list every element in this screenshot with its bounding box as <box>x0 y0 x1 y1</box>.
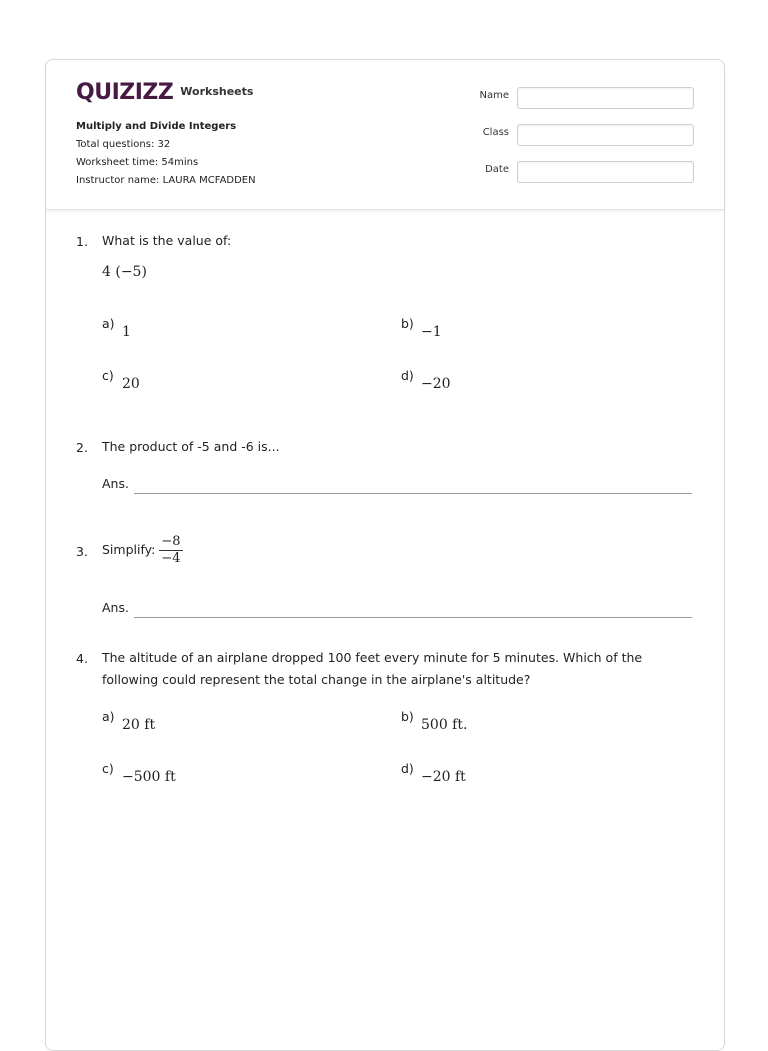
math-expression: 4 (−5) <box>102 264 147 280</box>
worksheet-title: Multiply and Divide Integers <box>76 121 237 132</box>
question-number: 2. <box>76 440 88 455</box>
option-value: 1 <box>122 324 131 340</box>
option-value: −20 <box>421 376 451 392</box>
option-letter: b) <box>401 709 414 724</box>
option-value: −20 ft <box>421 769 466 785</box>
date-label: Date <box>485 164 509 175</box>
question-text: Simplify: <box>102 542 156 557</box>
option-value: 500 ft. <box>421 717 468 733</box>
option-value: 20 <box>122 376 140 392</box>
question-text-row <box>102 534 702 567</box>
fraction-denominator: −4 <box>161 551 181 566</box>
option-letter: d) <box>401 368 414 383</box>
question-text: What is the value of: <box>102 233 232 248</box>
option-letter: c) <box>102 368 114 383</box>
question-number: 3. <box>76 544 88 559</box>
quizizz-logo: QUIZIZZ <box>76 80 174 105</box>
question-number: 4. <box>76 651 88 666</box>
option-value: 20 ft <box>122 717 156 733</box>
worksheet-time: Worksheet time: 54mins <box>76 157 199 168</box>
question-text: The product of -5 and -6 is... <box>102 439 280 454</box>
option-letter: b) <box>401 316 414 331</box>
option-value: −1 <box>421 324 442 340</box>
worksheet-header <box>46 60 724 210</box>
class-field[interactable] <box>517 124 694 146</box>
option-letter: d) <box>401 761 414 776</box>
option-letter: c) <box>102 761 114 776</box>
fraction-numerator: −8 <box>161 534 181 549</box>
option-value: −500 ft <box>122 769 176 785</box>
answer-line[interactable] <box>134 493 692 494</box>
question-2 <box>46 440 724 500</box>
answer-label: Ans. <box>102 476 129 491</box>
option-letter: a) <box>102 316 115 331</box>
instructor-name: Instructor name: LAURA MCFADDEN <box>76 175 256 186</box>
logo-subtitle: Worksheets <box>180 85 254 98</box>
date-field[interactable] <box>517 161 694 183</box>
fraction <box>159 534 182 567</box>
question-3 <box>46 534 724 624</box>
worksheet-meta <box>76 118 256 190</box>
answer-label: Ans. <box>102 600 129 615</box>
option-letter: a) <box>102 709 115 724</box>
brand <box>76 80 253 105</box>
worksheet-page <box>45 59 725 1051</box>
question-4 <box>46 651 724 801</box>
question-1 <box>46 234 724 404</box>
question-text: The altitude of an airplane dropped 100 feet every minute for 5 minutes. Which of the following could represent the total change in the airplane's altitude? <box>102 650 643 687</box>
answer-line[interactable] <box>134 617 692 618</box>
name-field[interactable] <box>517 87 694 109</box>
question-number: 1. <box>76 234 88 249</box>
class-label: Class <box>482 127 509 138</box>
total-questions: Total questions: 32 <box>76 139 171 150</box>
name-label: Name <box>479 90 509 101</box>
